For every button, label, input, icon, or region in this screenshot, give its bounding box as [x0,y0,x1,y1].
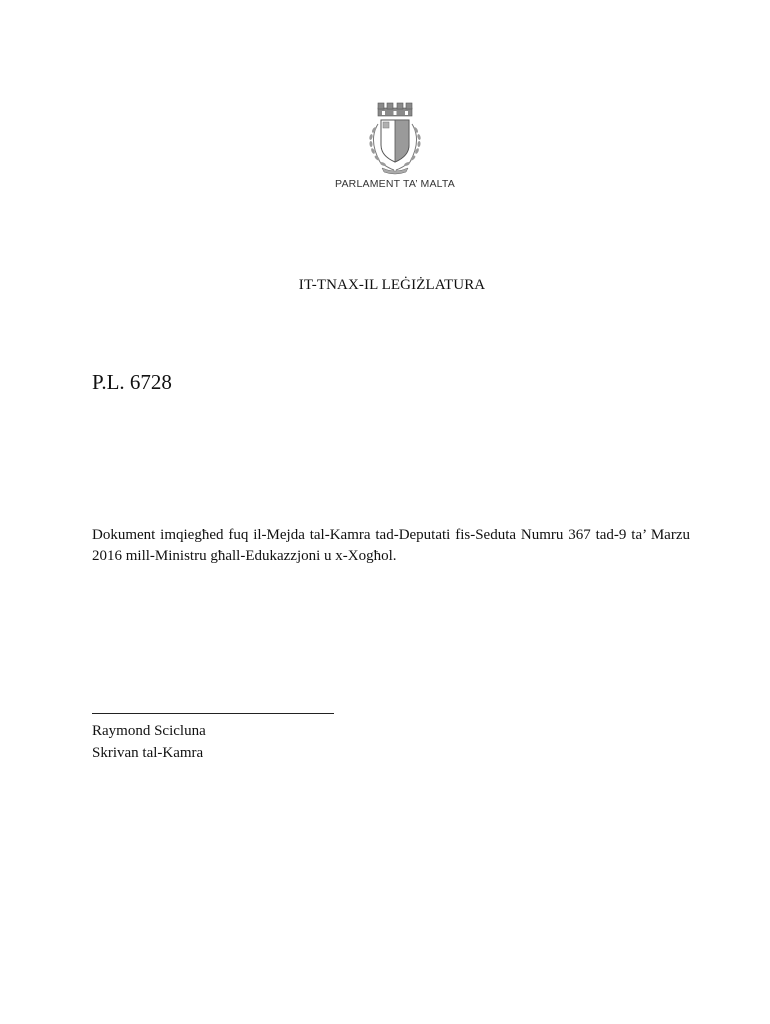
malta-coat-of-arms-icon [360,100,430,175]
signature-line [92,713,334,714]
document-description: Dokument imqiegħed fuq il-Mejda tal-Kamra tad-Deputati fis-Seduta Numru 367 tad-9 ta’ Marzu 2016 mill-Ministru għall-Edukazzjoni u x-Xogħol. [92,527,690,564]
signatory-name: Raymond Scicluna [92,723,206,739]
legislature-heading: IT-TNAX-IL LEĠIŻLATURA [298,277,486,293]
signatory-title: Skrivan tal-Kamra [92,745,204,761]
organization-name: PARLAMENT TA’ MALTA [335,178,455,190]
document-number: P.L. 6728 [92,370,172,394]
signatory-block [92,720,206,764]
